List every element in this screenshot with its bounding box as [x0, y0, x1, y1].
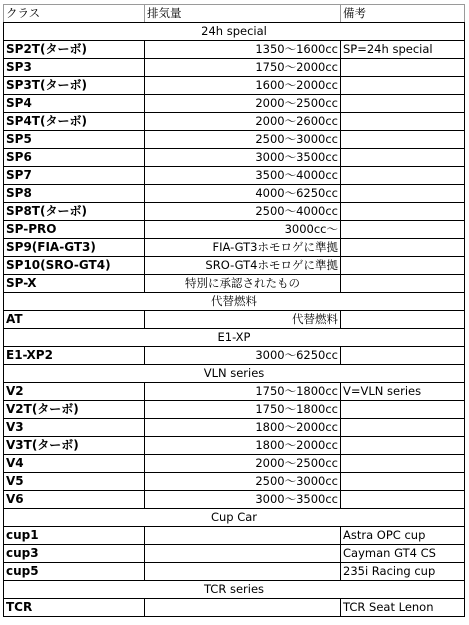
- section-title: 代替燃料: [4, 293, 465, 311]
- notes-cell: [341, 113, 465, 131]
- notes-cell: [341, 257, 465, 275]
- displacement-cell: SRO-GT4ホモロゲに準拠: [145, 257, 341, 275]
- class-cell: cup1: [4, 527, 145, 545]
- section-row: [4, 23, 465, 41]
- class-cell: SP6: [4, 149, 145, 167]
- header-row: [4, 5, 465, 23]
- displacement-cell: 1350～1600cc: [145, 41, 341, 59]
- section-row: [4, 581, 465, 599]
- table-row: [4, 563, 465, 581]
- notes-cell: [341, 491, 465, 509]
- table-row: [4, 419, 465, 437]
- displacement-cell: 2000～2500cc: [145, 455, 341, 473]
- displacement-cell: 特別に承認されたもの: [145, 275, 341, 293]
- class-cell: SP-X: [4, 275, 145, 293]
- notes-cell: [341, 95, 465, 113]
- notes-cell: [341, 185, 465, 203]
- displacement-cell: 3000cc～: [145, 221, 341, 239]
- notes-cell: V=VLN series: [341, 383, 465, 401]
- table-row: [4, 383, 465, 401]
- displacement-cell: 2500～3000cc: [145, 131, 341, 149]
- class-cell: E1-XP2: [4, 347, 145, 365]
- table-row: [4, 131, 465, 149]
- class-cell: SP4: [4, 95, 145, 113]
- class-cell: SP3T(ターボ): [4, 77, 145, 95]
- class-cell: V3: [4, 419, 145, 437]
- class-cell: SP4T(ターボ): [4, 113, 145, 131]
- header-displacement: 排気量: [145, 5, 341, 23]
- displacement-cell: 2500～4000cc: [145, 203, 341, 221]
- notes-cell: [341, 275, 465, 293]
- notes-cell: [341, 473, 465, 491]
- table-row: [4, 149, 465, 167]
- section-title: E1-XP: [4, 329, 465, 347]
- notes-cell: [341, 311, 465, 329]
- class-cell: V4: [4, 455, 145, 473]
- table-row: [4, 167, 465, 185]
- class-cell: V5: [4, 473, 145, 491]
- displacement-cell: 2500～3000cc: [145, 473, 341, 491]
- header-class: クラス: [4, 5, 145, 23]
- notes-cell: 235i Racing cup: [341, 563, 465, 581]
- table-row: [4, 455, 465, 473]
- displacement-cell: 3500～4000cc: [145, 167, 341, 185]
- class-cell: SP9(FIA-GT3): [4, 239, 145, 257]
- displacement-cell: 4000～6250cc: [145, 185, 341, 203]
- class-cell: AT: [4, 311, 145, 329]
- table-row: [4, 491, 465, 509]
- header-notes: 備考: [341, 5, 465, 23]
- table-row: [4, 239, 465, 257]
- displacement-cell: 2000～2500cc: [145, 95, 341, 113]
- notes-cell: [341, 167, 465, 185]
- section-row: [4, 329, 465, 347]
- class-cell: V2T(ターボ): [4, 401, 145, 419]
- table-row: [4, 599, 465, 617]
- section-title: TCR series: [4, 581, 465, 599]
- notes-cell: [341, 347, 465, 365]
- class-cell: SP7: [4, 167, 145, 185]
- notes-cell: SP=24h special: [341, 41, 465, 59]
- section-title: 24h special: [4, 23, 465, 41]
- section-row: [4, 293, 465, 311]
- notes-cell: [341, 437, 465, 455]
- table-row: [4, 527, 465, 545]
- displacement-cell: 代替燃料: [145, 311, 341, 329]
- class-cell: SP10(SRO-GT4): [4, 257, 145, 275]
- class-table-body: [4, 5, 465, 617]
- table-row: [4, 401, 465, 419]
- table-row: [4, 545, 465, 563]
- class-cell: SP2T(ターボ): [4, 41, 145, 59]
- notes-cell: Cayman GT4 CS: [341, 545, 465, 563]
- displacement-cell: [145, 545, 341, 563]
- notes-cell: [341, 455, 465, 473]
- table-row: [4, 221, 465, 239]
- class-cell: SP-PRO: [4, 221, 145, 239]
- class-cell: TCR: [4, 599, 145, 617]
- displacement-cell: 1800～2000cc: [145, 437, 341, 455]
- notes-cell: [341, 203, 465, 221]
- displacement-cell: [145, 563, 341, 581]
- table-row: [4, 185, 465, 203]
- class-cell: V3T(ターボ): [4, 437, 145, 455]
- table-row: [4, 275, 465, 293]
- class-cell: V2: [4, 383, 145, 401]
- class-cell: SP3: [4, 59, 145, 77]
- table-row: [4, 347, 465, 365]
- section-row: [4, 509, 465, 527]
- class-cell: cup3: [4, 545, 145, 563]
- notes-cell: [341, 149, 465, 167]
- class-cell: SP8: [4, 185, 145, 203]
- class-cell: SP8T(ターボ): [4, 203, 145, 221]
- notes-cell: Astra OPC cup: [341, 527, 465, 545]
- table-row: [4, 95, 465, 113]
- class-cell: SP5: [4, 131, 145, 149]
- displacement-cell: 3000～3500cc: [145, 149, 341, 167]
- displacement-cell: FIA-GT3ホモロゲに準拠: [145, 239, 341, 257]
- notes-cell: TCR Seat Lenon: [341, 599, 465, 617]
- class-table: [3, 4, 465, 617]
- section-title: VLN series: [4, 365, 465, 383]
- notes-cell: [341, 419, 465, 437]
- class-cell: cup5: [4, 563, 145, 581]
- table-row: [4, 257, 465, 275]
- class-cell: V6: [4, 491, 145, 509]
- table-row: [4, 311, 465, 329]
- notes-cell: [341, 131, 465, 149]
- displacement-cell: [145, 599, 341, 617]
- table-row: [4, 473, 465, 491]
- notes-cell: [341, 77, 465, 95]
- notes-cell: [341, 401, 465, 419]
- section-title: Cup Car: [4, 509, 465, 527]
- table-row: [4, 203, 465, 221]
- table-row: [4, 77, 465, 95]
- notes-cell: [341, 221, 465, 239]
- displacement-cell: 3000～6250cc: [145, 347, 341, 365]
- table-row: [4, 59, 465, 77]
- displacement-cell: 1600～2000cc: [145, 77, 341, 95]
- displacement-cell: [145, 527, 341, 545]
- displacement-cell: 1750～1800cc: [145, 401, 341, 419]
- displacement-cell: 1750～1800cc: [145, 383, 341, 401]
- section-row: [4, 365, 465, 383]
- table-row: [4, 113, 465, 131]
- displacement-cell: 2000～2600cc: [145, 113, 341, 131]
- displacement-cell: 3000～3500cc: [145, 491, 341, 509]
- displacement-cell: 1750～2000cc: [145, 59, 341, 77]
- table-row: [4, 437, 465, 455]
- notes-cell: [341, 59, 465, 77]
- table-row: [4, 41, 465, 59]
- displacement-cell: 1800～2000cc: [145, 419, 341, 437]
- notes-cell: [341, 239, 465, 257]
